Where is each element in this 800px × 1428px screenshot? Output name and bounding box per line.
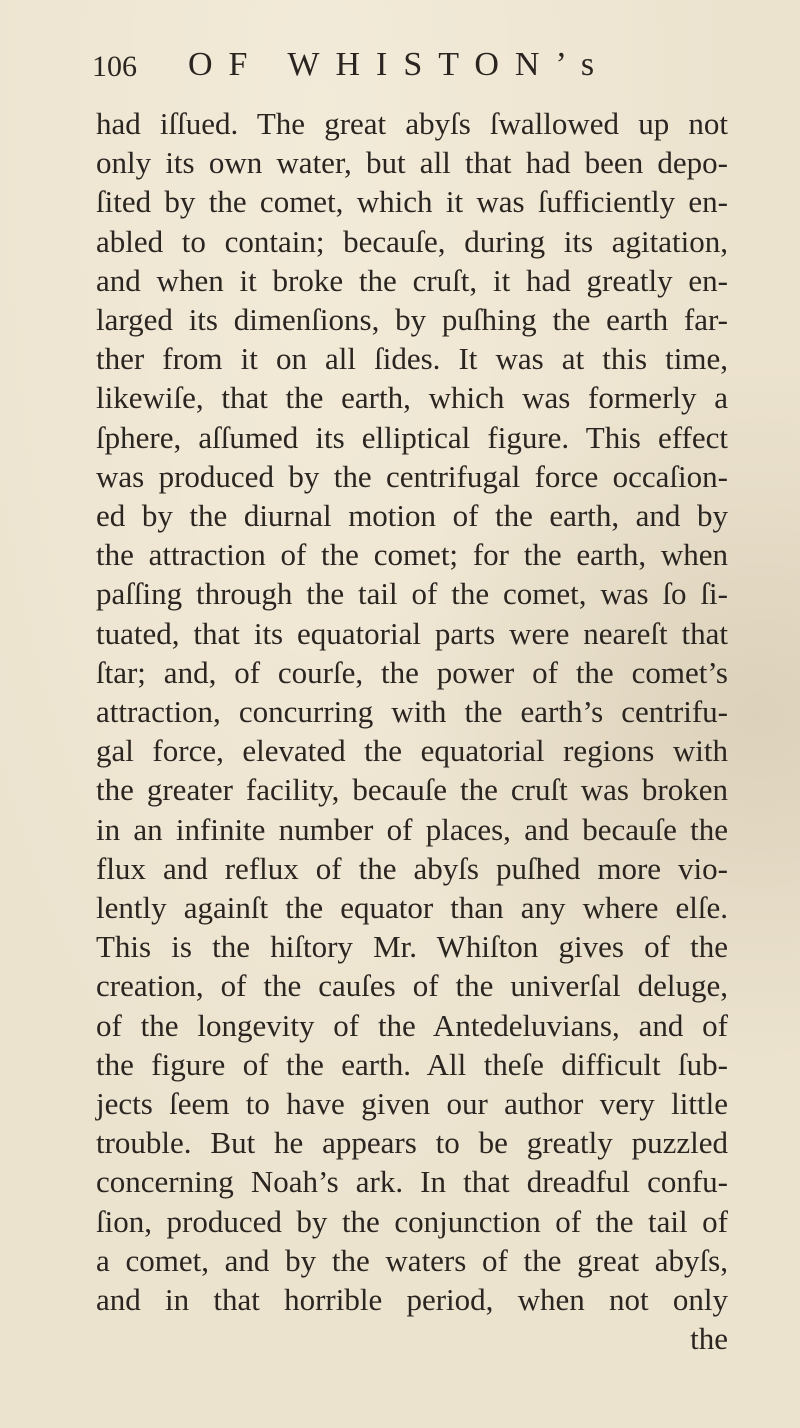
text-line: the attraction of the comet; for the earth, when [96, 537, 728, 573]
text-line: tuated, that its equatorial parts were neareſt that [96, 615, 728, 651]
page-number: 106 [92, 50, 137, 83]
text-line: likewiſe, that the earth, which was formerly a [96, 380, 728, 416]
text-line: jects ſeem to have given our author very little [96, 1086, 728, 1122]
text-line: only its own water, but all that had been depo- [96, 145, 728, 181]
body-text [96, 104, 728, 1359]
text-line: ſtar; and, of courſe, the power of the comet’s [96, 654, 728, 690]
text-line: abled to contain; becauſe, during its agitation, [96, 223, 728, 259]
text-line: concerning Noah’s ark. In that dreadful confu- [96, 1164, 728, 1200]
text-line: flux and reflux of the abyſs puſhed more vio- [96, 850, 728, 886]
text-line: and in that horrible period, when not only [96, 1282, 728, 1318]
text-line: gal force, elevated the equatorial regions with [96, 733, 728, 769]
text-line: larged its dimenſions, by puſhing the earth far- [96, 302, 728, 338]
text-line: paſſing through the tail of the comet, was ſo ſi- [96, 576, 728, 612]
text-line: in an infinite number of places, and becauſe the [96, 811, 728, 847]
running-head [92, 46, 732, 96]
text-line: ſion, produced by the conjunction of the tail of [96, 1203, 728, 1239]
text-line: the greater facility, becauſe the cruſt was broken [96, 772, 728, 808]
text-line: had iſſued. The great abyſs ſwallowed up not [96, 106, 728, 141]
text-line: attraction, concurring with the earth’s centrifu- [96, 694, 728, 730]
text-line: was produced by the centrifugal force occaſion- [96, 458, 728, 494]
text-line: and when it broke the cruſt, it had greatly en- [96, 262, 728, 298]
text-line: the figure of the earth. All theſe difficult ſub- [96, 1046, 728, 1082]
text-line: of the longevity of the Antedeluvians, and of [96, 1007, 728, 1043]
text-line: This is the hiſtory Mr. Whiſton gives of the [96, 929, 728, 965]
text-line: trouble. But he appears to be greatly puzzled [96, 1125, 728, 1161]
text-line: ther from it on all ſides. It was at this time, [96, 341, 728, 377]
text-line: ed by the diurnal motion of the earth, and by [96, 498, 728, 534]
catchword: the [690, 1321, 728, 1357]
text-line: ſphere, aſſumed its elliptical figure. This effect [96, 419, 728, 455]
running-title: OF WHISTON’s [188, 46, 611, 83]
text-line: ſited by the comet, which it was ſufficiently en- [96, 184, 728, 220]
text-line: lently againſt the equator than any where elſe. [96, 890, 728, 926]
text-line: a comet, and by the waters of the great abyſs, [96, 1242, 728, 1278]
text-line: creation, of the cauſes of the univerſal deluge, [96, 968, 728, 1004]
